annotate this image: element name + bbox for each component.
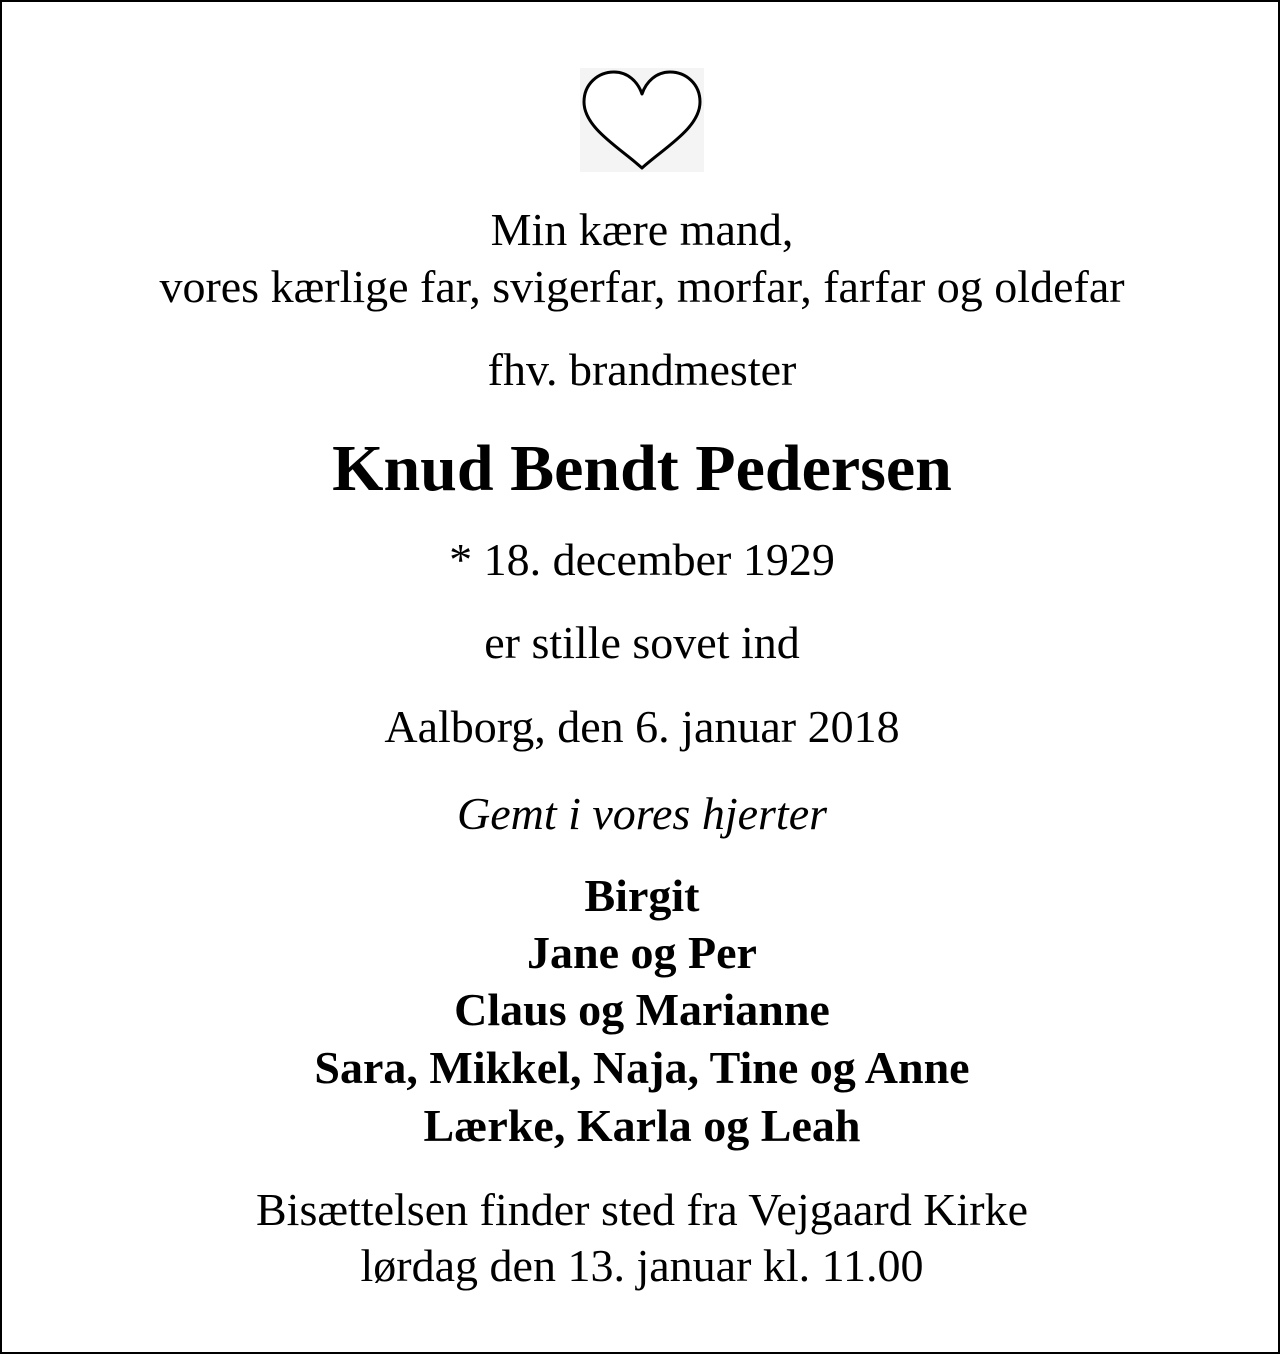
family-line: Birgit (584, 870, 700, 921)
intro-line-2: vores kærlige far, svigerfar, morfar, farfar og oldefar (159, 261, 1125, 312)
passed-text: er stille sovet ind (484, 617, 800, 668)
family-line: Claus og Marianne (454, 984, 830, 1035)
family-line: Sara, Mikkel, Naja, Tine og Anne (314, 1042, 970, 1093)
birth-date: * 18. december 1929 (449, 534, 835, 585)
deceased-name: Knud Bendt Pedersen (332, 432, 952, 505)
motto: Gemt i vores hjerter (456, 788, 828, 839)
family-line: Lærke, Karla og Leah (423, 1100, 861, 1151)
place-and-date: Aalborg, den 6. januar 2018 (384, 701, 900, 752)
deceased-title: fhv. brandmester (487, 344, 797, 395)
funeral-line-1: Bisættelsen finder sted fra Vejgaard Kirke (256, 1184, 1028, 1235)
funeral-line-2: lørdag den 13. januar kl. 11.00 (360, 1240, 924, 1291)
family-line: Jane og Per (527, 927, 757, 978)
heart-icon (580, 68, 704, 172)
intro-line-1: Min kære mand, (490, 204, 794, 255)
